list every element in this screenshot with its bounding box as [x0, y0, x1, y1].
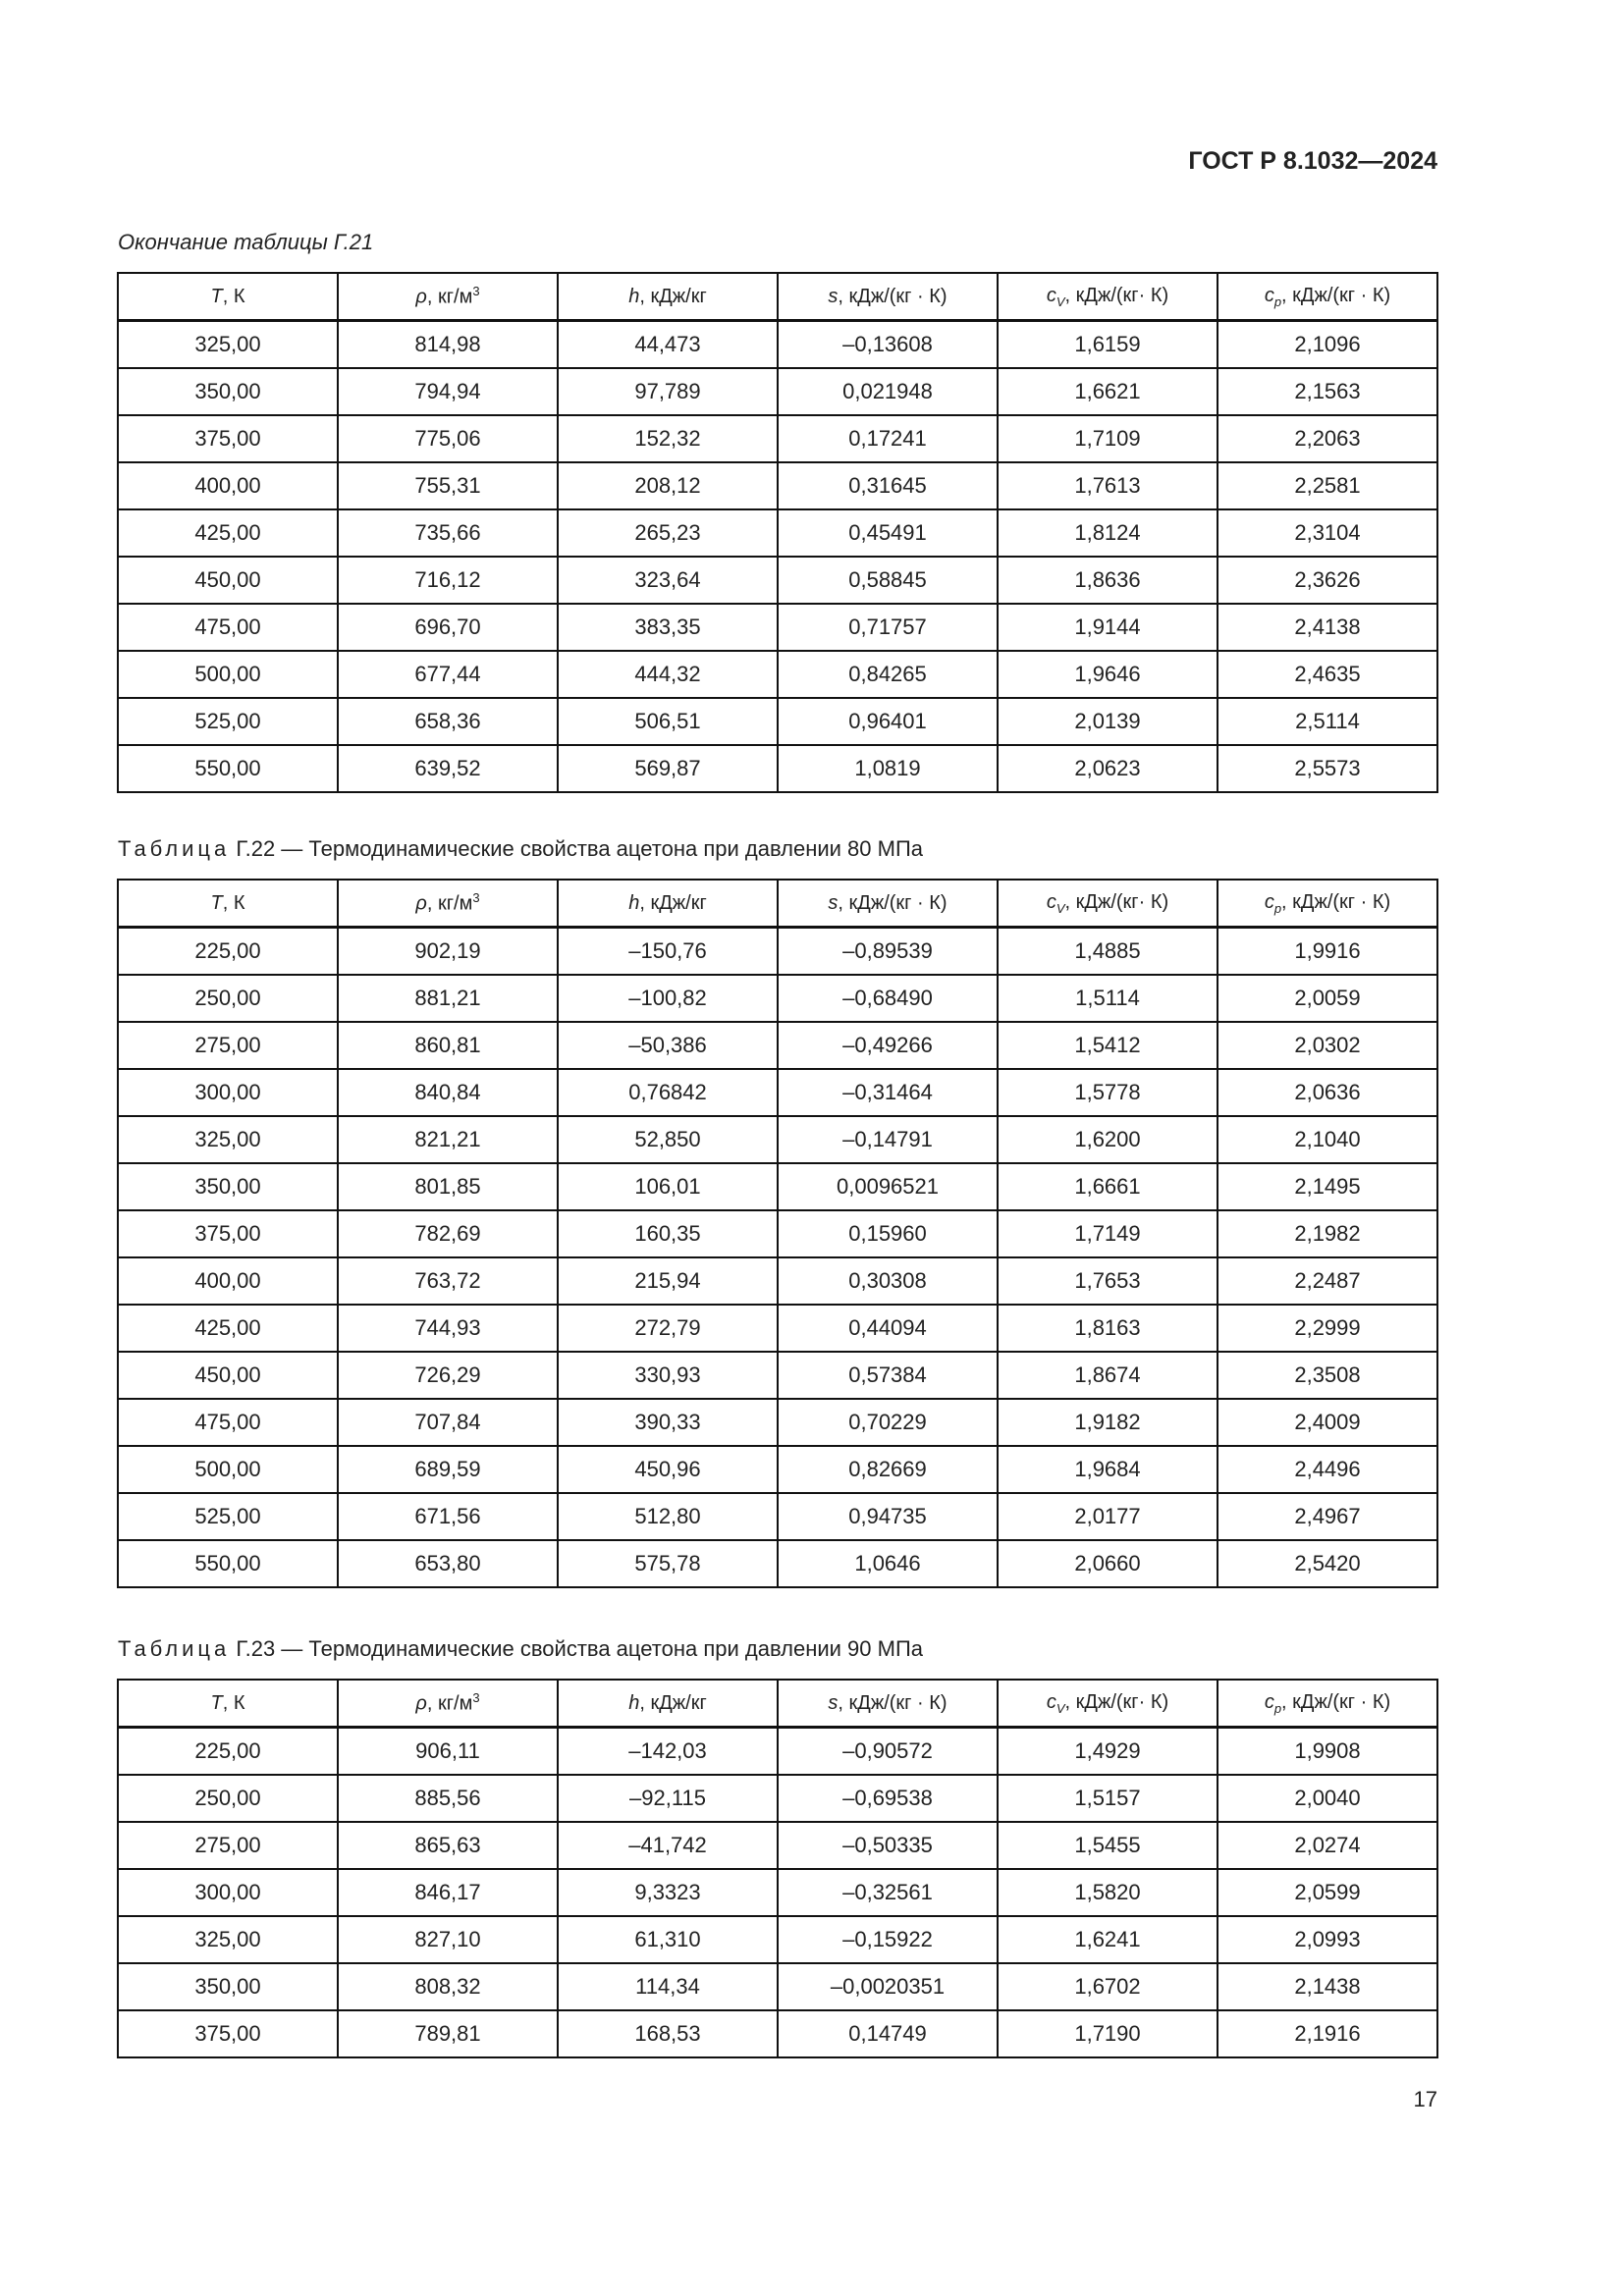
table-cell: 350,00 [118, 368, 338, 415]
table-cell: 2,0636 [1218, 1069, 1437, 1116]
table-caption-g22 [118, 836, 923, 862]
table-cell: 450,00 [118, 557, 338, 604]
table-cell: 0,96401 [778, 698, 998, 745]
table-cell: –0,50335 [778, 1822, 998, 1869]
table-cell: 902,19 [338, 928, 558, 976]
table-cell: 114,34 [558, 1963, 778, 2010]
table-cell: 821,21 [338, 1116, 558, 1163]
table-cell: 425,00 [118, 1305, 338, 1352]
table-cell: 881,21 [338, 975, 558, 1022]
table-cell: 250,00 [118, 1775, 338, 1822]
table-cell: 325,00 [118, 1116, 338, 1163]
table-row [118, 651, 1437, 698]
table-cell: 2,1916 [1218, 2010, 1437, 2057]
table-cell: 506,51 [558, 698, 778, 745]
table-row [118, 1163, 1437, 1210]
table-cell: 1,5778 [998, 1069, 1218, 1116]
table-cell: 2,0623 [998, 745, 1218, 792]
table-cell: 726,29 [338, 1352, 558, 1399]
table-cell: 2,1040 [1218, 1116, 1437, 1163]
table-cell: 525,00 [118, 1493, 338, 1540]
table-cell: 840,84 [338, 1069, 558, 1116]
table-cell: 215,94 [558, 1257, 778, 1305]
table-cell: 1,6241 [998, 1916, 1218, 1963]
table-cell: 775,06 [338, 415, 558, 462]
table-cell: 550,00 [118, 1540, 338, 1587]
table-cell: 375,00 [118, 415, 338, 462]
table-row [118, 1022, 1437, 1069]
table-cell: –92,115 [558, 1775, 778, 1822]
table-cell: 1,9916 [1218, 928, 1437, 976]
table-cell: 300,00 [118, 1869, 338, 1916]
table-row [118, 2010, 1437, 2057]
table-row [118, 1446, 1437, 1493]
table-cell: 0,94735 [778, 1493, 998, 1540]
table-row [118, 1352, 1437, 1399]
column-header: $c_V$, кДж/(кг· К) [998, 273, 1218, 321]
table-cell: –150,76 [558, 928, 778, 976]
table-cell: 846,17 [338, 1869, 558, 1916]
table-cell: 639,52 [338, 745, 558, 792]
table-row [118, 1775, 1437, 1822]
table-title: Окончание таблицы Г.21 [118, 230, 374, 254]
table-cell: 2,0139 [998, 698, 1218, 745]
table-cell: 2,1096 [1218, 321, 1437, 369]
table-row [118, 1869, 1437, 1916]
table-cell: 225,00 [118, 1728, 338, 1776]
table-row [118, 1305, 1437, 1352]
column-header: s, кДж/(кг · К) [778, 273, 998, 321]
table-title: Г.23 — Термодинамические свойства ацетона при давлении 90 МПа [230, 1636, 924, 1661]
column-header: T, К [118, 880, 338, 928]
table-cell: 744,93 [338, 1305, 558, 1352]
table-cell: 1,0646 [778, 1540, 998, 1587]
table-cell: 2,0177 [998, 1493, 1218, 1540]
table-cell: 2,1982 [1218, 1210, 1437, 1257]
table-cell: 208,12 [558, 462, 778, 509]
table-cell: 1,5820 [998, 1869, 1218, 1916]
table-cell: 0,31645 [778, 462, 998, 509]
table-cell: 61,310 [558, 1916, 778, 1963]
column-header: s, кДж/(кг · К) [778, 1680, 998, 1728]
table-cell: 0,45491 [778, 509, 998, 557]
table-cell: 2,2999 [1218, 1305, 1437, 1352]
table-cell: 0,44094 [778, 1305, 998, 1352]
table-cell: –0,13608 [778, 321, 998, 369]
table-cell: 0,57384 [778, 1352, 998, 1399]
table-cell: 0,84265 [778, 651, 998, 698]
table-cell: 2,4635 [1218, 651, 1437, 698]
table-cell: 0,0096521 [778, 1163, 998, 1210]
table-row [118, 1069, 1437, 1116]
table-cell: 265,23 [558, 509, 778, 557]
table-cell: 512,80 [558, 1493, 778, 1540]
table-row [118, 321, 1437, 369]
table-cell: 906,11 [338, 1728, 558, 1776]
table-cell: 0,58845 [778, 557, 998, 604]
table-row [118, 1540, 1437, 1587]
table-cell: 425,00 [118, 509, 338, 557]
table-cell: 9,3323 [558, 1869, 778, 1916]
table-cell: 2,4138 [1218, 604, 1437, 651]
table-cell: 375,00 [118, 1210, 338, 1257]
table-cell: 325,00 [118, 321, 338, 369]
table-cell: 1,6159 [998, 321, 1218, 369]
table-cell: 160,35 [558, 1210, 778, 1257]
table-cell: 801,85 [338, 1163, 558, 1210]
table-row [118, 1493, 1437, 1540]
table-cell: 0,30308 [778, 1257, 998, 1305]
table-cell: 1,5114 [998, 975, 1218, 1022]
table-cell: 716,12 [338, 557, 558, 604]
table-cell: 106,01 [558, 1163, 778, 1210]
column-header: ρ, $кг/м^3$ [338, 880, 558, 928]
table-header-row [118, 880, 1437, 928]
table-row [118, 368, 1437, 415]
table-cell: 500,00 [118, 651, 338, 698]
table-cell: 1,0819 [778, 745, 998, 792]
table-cell: –0,89539 [778, 928, 998, 976]
table-cell: 2,3508 [1218, 1352, 1437, 1399]
table-cell: –0,69538 [778, 1775, 998, 1822]
table-cell: 1,7613 [998, 462, 1218, 509]
table-cell: 671,56 [338, 1493, 558, 1540]
table-cell: 2,2063 [1218, 415, 1437, 462]
table-cell: –0,49266 [778, 1022, 998, 1069]
column-header: $c_p$, кДж/(кг · К) [1218, 1680, 1437, 1728]
column-header: T, К [118, 273, 338, 321]
table-row [118, 604, 1437, 651]
table-g21 [117, 272, 1438, 793]
table-cell: 1,6661 [998, 1163, 1218, 1210]
table-cell: 658,36 [338, 698, 558, 745]
table-label: Таблица [118, 836, 231, 861]
table-cell: 865,63 [338, 1822, 558, 1869]
table-g23 [117, 1679, 1438, 2058]
table-row [118, 928, 1437, 976]
table-cell: 1,8674 [998, 1352, 1218, 1399]
table-row [118, 1963, 1437, 2010]
table-header-row [118, 1680, 1437, 1728]
table-cell: 1,8163 [998, 1305, 1218, 1352]
table-cell: 375,00 [118, 2010, 338, 2057]
table-cell: 1,9908 [1218, 1728, 1437, 1776]
table-cell: 2,0302 [1218, 1022, 1437, 1069]
table-cell: 0,021948 [778, 368, 998, 415]
table-cell: 97,789 [558, 368, 778, 415]
table-cell: 808,32 [338, 1963, 558, 2010]
table-row [118, 1728, 1437, 1776]
table-cell: 52,850 [558, 1116, 778, 1163]
table-cell: 735,66 [338, 509, 558, 557]
table-cell: 475,00 [118, 1399, 338, 1446]
table-cell: 0,70229 [778, 1399, 998, 1446]
table-cell: 0,76842 [558, 1069, 778, 1116]
table-cell: 2,4967 [1218, 1493, 1437, 1540]
table-cell: 1,9144 [998, 604, 1218, 651]
table-cell: 168,53 [558, 2010, 778, 2057]
table-row [118, 698, 1437, 745]
table-cell: –0,0020351 [778, 1963, 998, 2010]
table-cell: 2,3104 [1218, 509, 1437, 557]
table-cell: 707,84 [338, 1399, 558, 1446]
table-cell: 1,4885 [998, 928, 1218, 976]
table-g22 [117, 879, 1438, 1588]
table-row [118, 557, 1437, 604]
table-cell: 0,17241 [778, 415, 998, 462]
table-caption-g21 [118, 230, 373, 255]
table-cell: 827,10 [338, 1916, 558, 1963]
table-cell: 1,5455 [998, 1822, 1218, 1869]
column-header: h, кДж/кг [558, 880, 778, 928]
table-row [118, 1399, 1437, 1446]
table-cell: 2,3626 [1218, 557, 1437, 604]
table-cell: 272,79 [558, 1305, 778, 1352]
table-cell: 2,0993 [1218, 1916, 1437, 1963]
table-cell: –0,32561 [778, 1869, 998, 1916]
table-cell: 653,80 [338, 1540, 558, 1587]
table-row [118, 1916, 1437, 1963]
table-cell: 2,5420 [1218, 1540, 1437, 1587]
table-cell: 450,96 [558, 1446, 778, 1493]
table-cell: 1,6200 [998, 1116, 1218, 1163]
table-cell: 44,473 [558, 321, 778, 369]
table-cell: 794,94 [338, 368, 558, 415]
table-cell: 2,0599 [1218, 1869, 1437, 1916]
table-cell: 350,00 [118, 1963, 338, 2010]
table-cell: 1,4929 [998, 1728, 1218, 1776]
table-cell: –0,90572 [778, 1728, 998, 1776]
table-cell: 323,64 [558, 557, 778, 604]
table-cell: 350,00 [118, 1163, 338, 1210]
table-cell: 755,31 [338, 462, 558, 509]
column-header: s, кДж/(кг · К) [778, 880, 998, 928]
table-row [118, 415, 1437, 462]
table-row [118, 1822, 1437, 1869]
table-cell: 575,78 [558, 1540, 778, 1587]
table-cell: 0,82669 [778, 1446, 998, 1493]
table-title: Г.22 — Термодинамические свойства ацетона при давлении 80 МПа [230, 836, 924, 861]
column-header: ρ, $кг/м^3$ [338, 1680, 558, 1728]
table-cell: 569,87 [558, 745, 778, 792]
column-header: T, К [118, 1680, 338, 1728]
table-cell: 1,6621 [998, 368, 1218, 415]
table-row [118, 462, 1437, 509]
table-cell: 2,1438 [1218, 1963, 1437, 2010]
table-row [118, 975, 1437, 1022]
table-cell: 300,00 [118, 1069, 338, 1116]
table-cell: 1,9646 [998, 651, 1218, 698]
table-cell: –0,14791 [778, 1116, 998, 1163]
table-cell: 2,0040 [1218, 1775, 1437, 1822]
table-cell: 1,7109 [998, 415, 1218, 462]
table-cell: 225,00 [118, 928, 338, 976]
column-header: h, кДж/кг [558, 1680, 778, 1728]
table-cell: 1,7149 [998, 1210, 1218, 1257]
table-cell: 782,69 [338, 1210, 558, 1257]
table-cell: –41,742 [558, 1822, 778, 1869]
table-cell: 383,35 [558, 604, 778, 651]
table-cell: 689,59 [338, 1446, 558, 1493]
table-cell: 2,2581 [1218, 462, 1437, 509]
table-cell: 860,81 [338, 1022, 558, 1069]
table-cell: 2,4496 [1218, 1446, 1437, 1493]
table-cell: 250,00 [118, 975, 338, 1022]
table-cell: 2,5114 [1218, 698, 1437, 745]
table-cell: 525,00 [118, 698, 338, 745]
table-cell: 885,56 [338, 1775, 558, 1822]
table-cell: 1,8636 [998, 557, 1218, 604]
table-cell: 475,00 [118, 604, 338, 651]
table-cell: 2,0059 [1218, 975, 1437, 1022]
table-cell: 696,70 [338, 604, 558, 651]
table-cell: 2,2487 [1218, 1257, 1437, 1305]
table-header-row [118, 273, 1437, 321]
table-cell: 0,71757 [778, 604, 998, 651]
table-cell: 1,7653 [998, 1257, 1218, 1305]
table-cell: 1,5157 [998, 1775, 1218, 1822]
standard-number: ГОСТ Р 8.1032—2024 [1188, 147, 1437, 175]
column-header: $c_p$, кДж/(кг · К) [1218, 273, 1437, 321]
table-cell: 1,7190 [998, 2010, 1218, 2057]
table-cell: 1,8124 [998, 509, 1218, 557]
table-row [118, 745, 1437, 792]
table-label: Таблица [118, 1636, 231, 1661]
table-cell: 789,81 [338, 2010, 558, 2057]
table-cell: 275,00 [118, 1022, 338, 1069]
table-cell: 763,72 [338, 1257, 558, 1305]
table-cell: 550,00 [118, 745, 338, 792]
page-number: 17 [1413, 2087, 1437, 2111]
table-cell: –100,82 [558, 975, 778, 1022]
table-cell: 390,33 [558, 1399, 778, 1446]
table-cell: 2,0660 [998, 1540, 1218, 1587]
table-row [118, 1257, 1437, 1305]
table-cell: 2,0274 [1218, 1822, 1437, 1869]
table-cell: –0,68490 [778, 975, 998, 1022]
column-header: $c_p$, кДж/(кг · К) [1218, 880, 1437, 928]
column-header: $c_V$, кДж/(кг· К) [998, 880, 1218, 928]
table-cell: –50,386 [558, 1022, 778, 1069]
table-cell: 1,6702 [998, 1963, 1218, 2010]
table-cell: 450,00 [118, 1352, 338, 1399]
table-cell: 400,00 [118, 462, 338, 509]
column-header: ρ, $кг/м^3$ [338, 273, 558, 321]
table-cell: 2,1563 [1218, 368, 1437, 415]
column-header: $c_V$, кДж/(кг· К) [998, 1680, 1218, 1728]
table-caption-g23 [118, 1636, 923, 1662]
table-cell: 1,9182 [998, 1399, 1218, 1446]
table-cell: 400,00 [118, 1257, 338, 1305]
table-cell: 325,00 [118, 1916, 338, 1963]
table-cell: 2,5573 [1218, 745, 1437, 792]
table-row [118, 1210, 1437, 1257]
table-cell: 814,98 [338, 321, 558, 369]
table-cell: –0,15922 [778, 1916, 998, 1963]
table-cell: 444,32 [558, 651, 778, 698]
table-cell: –0,31464 [778, 1069, 998, 1116]
table-cell: 275,00 [118, 1822, 338, 1869]
table-cell: 330,93 [558, 1352, 778, 1399]
table-cell: 2,4009 [1218, 1399, 1437, 1446]
table-cell: 1,5412 [998, 1022, 1218, 1069]
table-cell: –142,03 [558, 1728, 778, 1776]
column-header: h, кДж/кг [558, 273, 778, 321]
table-cell: 2,1495 [1218, 1163, 1437, 1210]
table-cell: 677,44 [338, 651, 558, 698]
table-cell: 0,14749 [778, 2010, 998, 2057]
table-row [118, 509, 1437, 557]
table-cell: 1,9684 [998, 1446, 1218, 1493]
table-row [118, 1116, 1437, 1163]
table-cell: 500,00 [118, 1446, 338, 1493]
table-cell: 0,15960 [778, 1210, 998, 1257]
table-cell: 152,32 [558, 415, 778, 462]
